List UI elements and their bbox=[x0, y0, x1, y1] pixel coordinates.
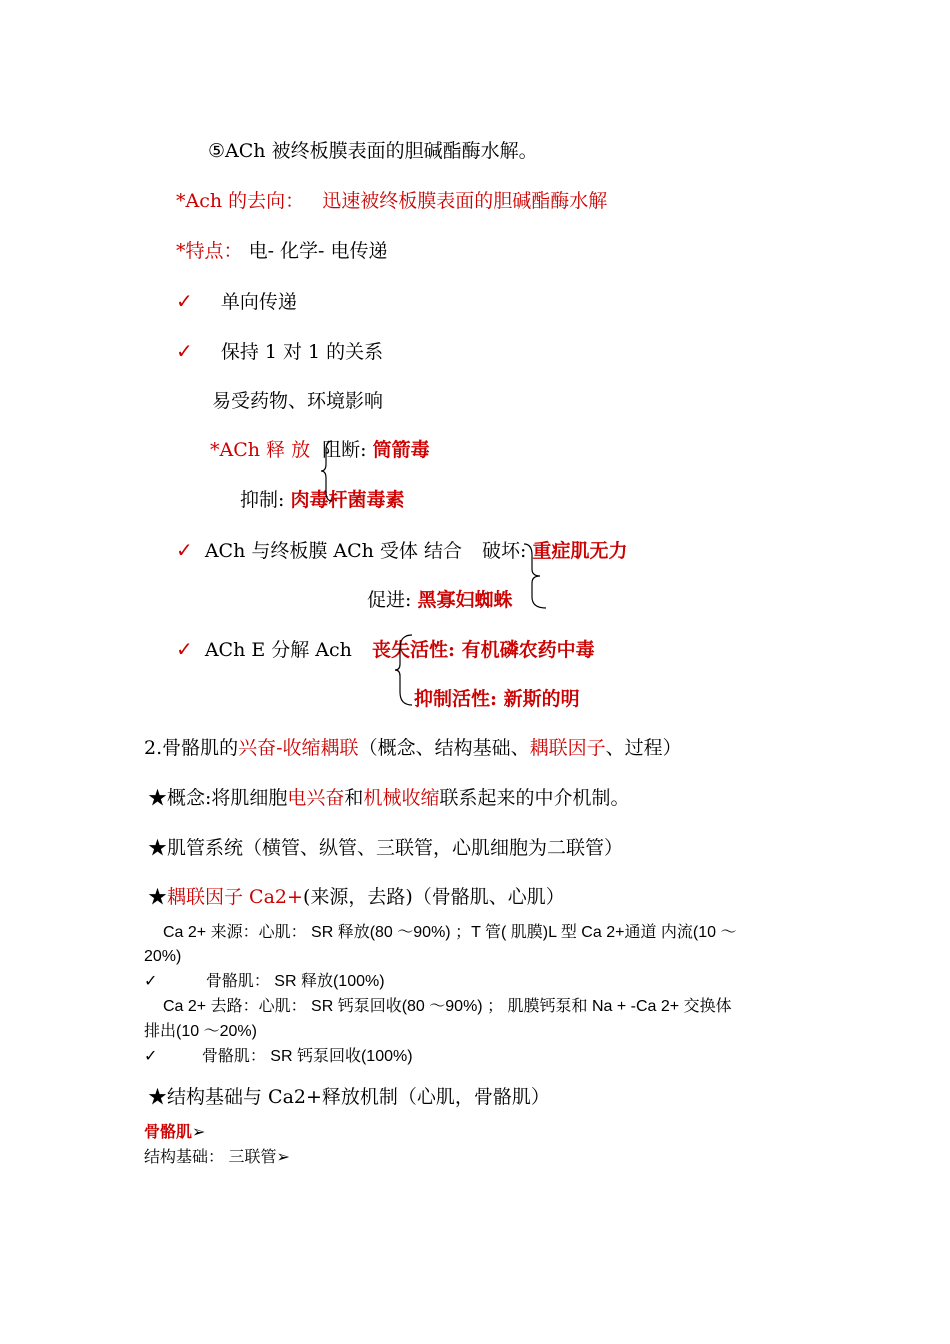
check-icon: ✓ bbox=[176, 538, 193, 562]
source-line1: Ca 2+ 来源：心肌： SR 释放(80 ～90%) ；T 管( 肌膜)L 型 Ca 2+通道 内流(10 ～ bbox=[163, 924, 737, 941]
source-line2: 20%) bbox=[144, 948, 182, 965]
check-item-2 bbox=[176, 339, 383, 364]
concept-line bbox=[148, 786, 629, 810]
receptor-destroy-label: 破坏: bbox=[482, 540, 527, 562]
receptor-label: ACh 与终板膜 ACh 受体 结合 bbox=[204, 540, 462, 562]
ache-line bbox=[176, 637, 595, 662]
factor-suffix: (来源，去路)（骨骼肌、心肌） bbox=[302, 886, 565, 908]
check-item-2-text: 保持 1 对 1 的关系 bbox=[220, 341, 384, 363]
skeletal-label: 骨骼肌 bbox=[144, 1124, 193, 1141]
section2-heading-suffix: 、过程） bbox=[605, 737, 682, 759]
section2-heading-mid: （概念、结构基础、 bbox=[358, 737, 530, 759]
concept-mid: 和 bbox=[344, 787, 364, 809]
susceptible-text: 易受药物、环境影响 bbox=[212, 390, 384, 412]
tubule-line: ★肌管系统（横管、纵管、三联管，心肌细胞为二联管） bbox=[148, 837, 624, 859]
ache-lose-value: 丧失活性: 有机磷农药中毒 bbox=[371, 639, 595, 661]
ach-fate-line bbox=[176, 189, 607, 213]
receptor-promote-line bbox=[367, 588, 512, 612]
step5-text: ⑤ACh 被终板膜表面的胆碱酯酶水解。 bbox=[208, 140, 538, 162]
brace-ache bbox=[392, 634, 414, 706]
features-label: *特点： bbox=[176, 240, 243, 262]
ache-label: ACh E 分解 Ach bbox=[204, 639, 352, 661]
features-value: 电- 化学- 电传递 bbox=[248, 240, 388, 262]
factor-red: 耦联因子 Ca2+ bbox=[167, 886, 303, 908]
sink-line1: Ca 2+ 去路：心肌： SR 钙泵回收(80 ～90%) ； 肌膜钙泵和 Na + -Ca 2+ 交换体 bbox=[163, 998, 732, 1015]
features-line bbox=[176, 239, 387, 263]
ach-fate-value: 迅速被终板膜表面的胆碱酯酶水解 bbox=[322, 190, 608, 212]
factor-star: ★ bbox=[148, 886, 168, 908]
concept-red2: 机械收缩 bbox=[363, 787, 440, 809]
ache-inhibit-value: 抑制活性: 新斯的明 bbox=[414, 688, 580, 710]
release-inhibit-label: 抑制: bbox=[240, 489, 285, 511]
source-skeletal: 骨骼肌： SR 释放(100%) bbox=[205, 973, 385, 990]
concept-suffix: 联系起来的中介机制。 bbox=[439, 787, 630, 809]
receptor-line bbox=[176, 538, 627, 563]
brace-release bbox=[318, 440, 338, 502]
source-skeletal-line bbox=[144, 971, 385, 993]
release-block-label: 阻断: bbox=[322, 439, 367, 461]
structure-basis: 结构基础： 三联管 bbox=[144, 1149, 277, 1166]
structure-heading: ★结构基础与 Ca2+释放机制（心肌，骨骼肌） bbox=[148, 1086, 550, 1108]
arrow-icon: ➢ bbox=[192, 1124, 206, 1141]
sink-skeletal: 骨骼肌： SR 钙泵回收(100%) bbox=[201, 1048, 413, 1065]
section2-heading-red1: 兴奋-收缩耦联 bbox=[238, 737, 359, 759]
check-icon: ✓ bbox=[176, 339, 193, 363]
release-label: *ACh 释 放 bbox=[210, 439, 311, 461]
check-item-1 bbox=[176, 289, 297, 314]
section2-heading bbox=[144, 736, 682, 760]
check-icon: ✓ bbox=[144, 973, 158, 990]
check-icon: ✓ bbox=[176, 289, 193, 313]
receptor-promote-value: 黑寡妇蜘蛛 bbox=[417, 589, 513, 611]
receptor-promote-label: 促进: bbox=[367, 589, 412, 611]
brace-receptor bbox=[520, 543, 548, 609]
check-icon: ✓ bbox=[176, 637, 193, 661]
sink-line2: 排出(10 ～20%) bbox=[144, 1023, 257, 1040]
arrow-icon: ➢ bbox=[276, 1149, 290, 1166]
release-inhibit-value: 肉毒杆菌毒素 bbox=[290, 489, 405, 511]
factor-line bbox=[148, 885, 565, 909]
skeletal-label-line bbox=[144, 1122, 205, 1144]
section2-heading-red2: 耦联因子 bbox=[529, 737, 606, 759]
concept-red1: 电兴奋 bbox=[287, 787, 345, 809]
section2-heading-prefix: 2.骨骼肌的 bbox=[144, 737, 239, 759]
receptor-destroy-value: 重症肌无力 bbox=[532, 540, 628, 562]
ach-fate-label: *Ach 的去向： bbox=[176, 190, 305, 212]
sink-skeletal-line bbox=[144, 1046, 413, 1068]
check-icon: ✓ bbox=[144, 1048, 158, 1065]
release-block-value: 筒箭毒 bbox=[372, 439, 430, 461]
concept-prefix: ★概念:将肌细胞 bbox=[148, 787, 288, 809]
structure-basis-line bbox=[144, 1147, 290, 1169]
check-item-1-text: 单向传递 bbox=[220, 291, 297, 313]
